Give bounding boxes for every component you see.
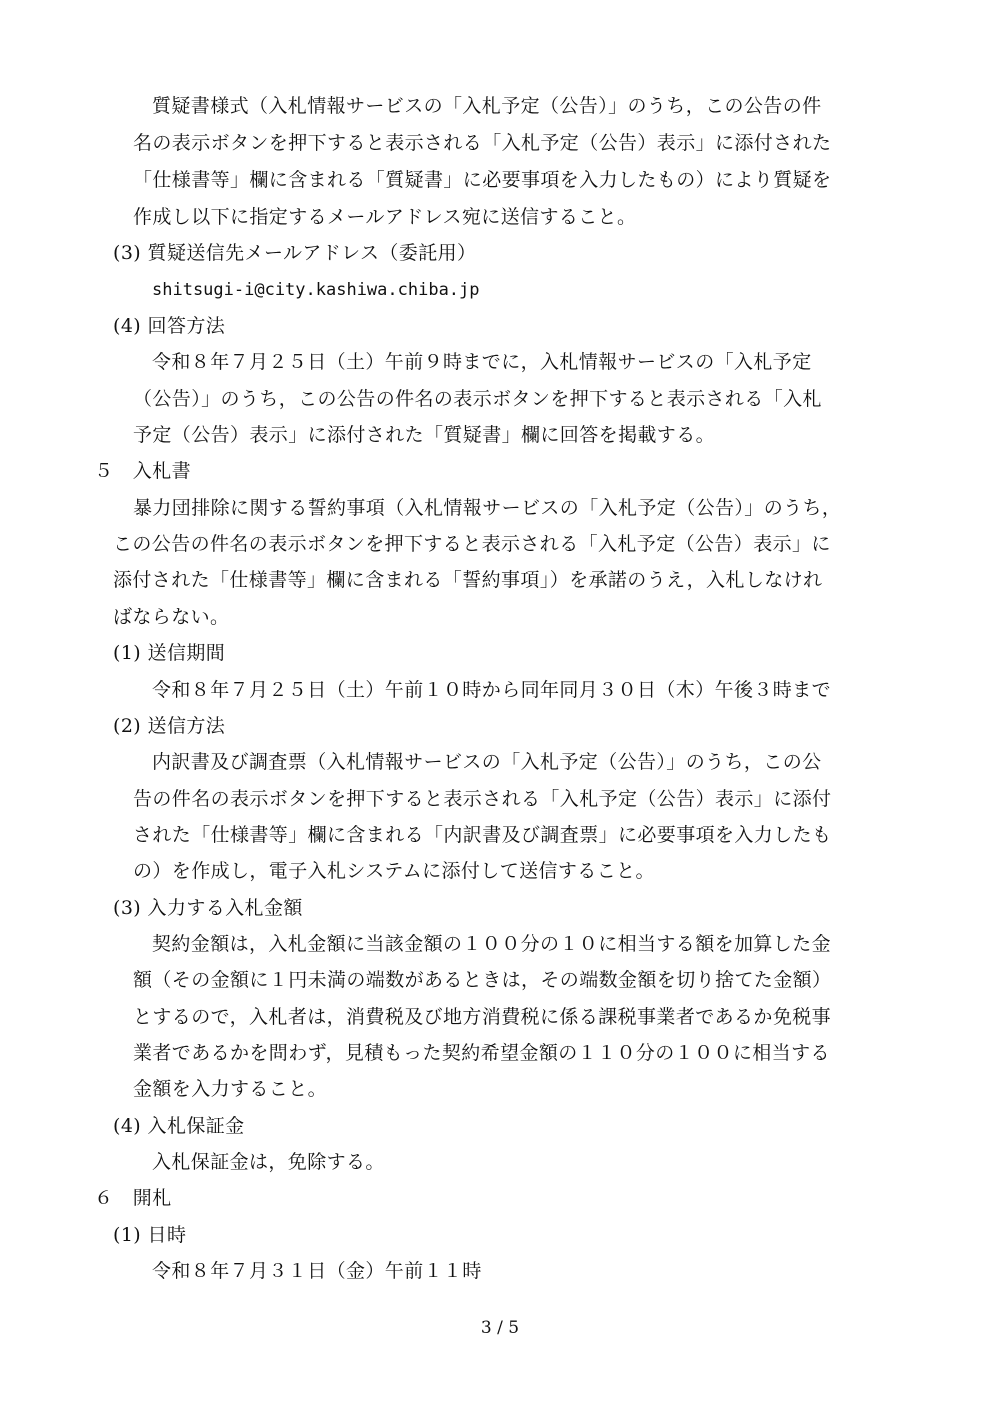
paragraph-line: 予定（公告）表示」に添付された「質疑書」欄に回答を掲載する。 [133,424,716,446]
paragraph-line: 入札保証金は，免除する。 [152,1151,385,1173]
paragraph-line: 契約金額は，入札金額に当該金額の１００分の１０に相当する額を加算した金 [152,933,832,955]
paragraph-line: 令和８年７月３１日（金）午前１１時 [152,1260,482,1282]
paragraph-line: 業者であるかを問わず，見積もった契約希望金額の１１０分の１００に相当する [133,1042,830,1064]
subheading: (4) 入札保証金 [113,1115,245,1137]
paragraph-line: 告の件名の表示ボタンを押下すると表示される「入札予定（公告）表示」に添付 [133,788,832,810]
page-number: 3 / 5 [480,1318,520,1338]
paragraph-line: 質疑書様式（入札情報サービスの「入札予定（公告）」のうち，この公告の件 [152,95,822,117]
paragraph-line: 添付された「仕様書等」欄に含まれる「誓約事項」）を承諾のうえ，入札しなけれ [113,569,823,591]
paragraph-line: 令和８年７月２５日（土）午前９時までに，入札情報サービスの「入札予定 [152,351,812,373]
paragraph-line: とするので，入札者は，消費税及び地方消費税に係る課税事業者であるか免税事 [133,1006,832,1028]
paragraph-line: された「仕様書等」欄に含まれる「内訳書及び調査票」に必要事項を入力したも [133,824,832,846]
subheading: (1) 日時 [113,1224,187,1246]
paragraph-line: 内訳書及び調査票（入札情報サービスの「入札予定（公告）」のうち，この公 [152,751,822,773]
paragraph-line: の）を作成し，電子入札システムに添付して送信すること。 [133,860,655,882]
paragraph-line: 令和８年７月２５日（土）午前１０時から同年同月３０日（木）午後３時まで [152,679,832,701]
section-heading: ５ 入札書 [94,460,192,482]
subheading: (2) 送信方法 [113,715,226,737]
paragraph-line: 暴力団排除に関する誓約事項（入札情報サービスの「入札予定（公告）」のうち， [133,497,842,519]
paragraph-line: この公告の件名の表示ボタンを押下すると表示される「入札予定（公告）表示」に [113,533,831,555]
paragraph-line: 「仕様書等」欄に含まれる「質疑書」に必要事項を入力したもの）により質疑を [133,169,832,191]
subheading: (1) 送信期間 [113,642,226,664]
subheading: (3) 質疑送信先メールアドレス（委託用） [113,242,477,264]
email-address: shitsugi-i@city.kashiwa.chiba.jp [152,280,480,300]
subheading: (3) 入力する入札金額 [113,897,303,919]
paragraph-line: 名の表示ボタンを押下すると表示される「入札予定（公告）表示」に添付された [133,132,832,154]
paragraph-line: 金額を入力すること。 [133,1078,328,1100]
paragraph-line: 額（その金額に１円未満の端数があるときは，その端数金額を切り捨てた金額） [133,969,832,991]
paragraph-line: （公告）」のうち，この公告の件名の表示ボタンを押下すると表示される「入札 [133,388,822,410]
subheading: (4) 回答方法 [113,315,226,337]
paragraph-line: ばならない。 [113,606,230,628]
paragraph-line: 作成し以下に指定するメールアドレス宛に送信すること。 [133,206,637,228]
section-heading: ６ 開札 [94,1187,172,1209]
